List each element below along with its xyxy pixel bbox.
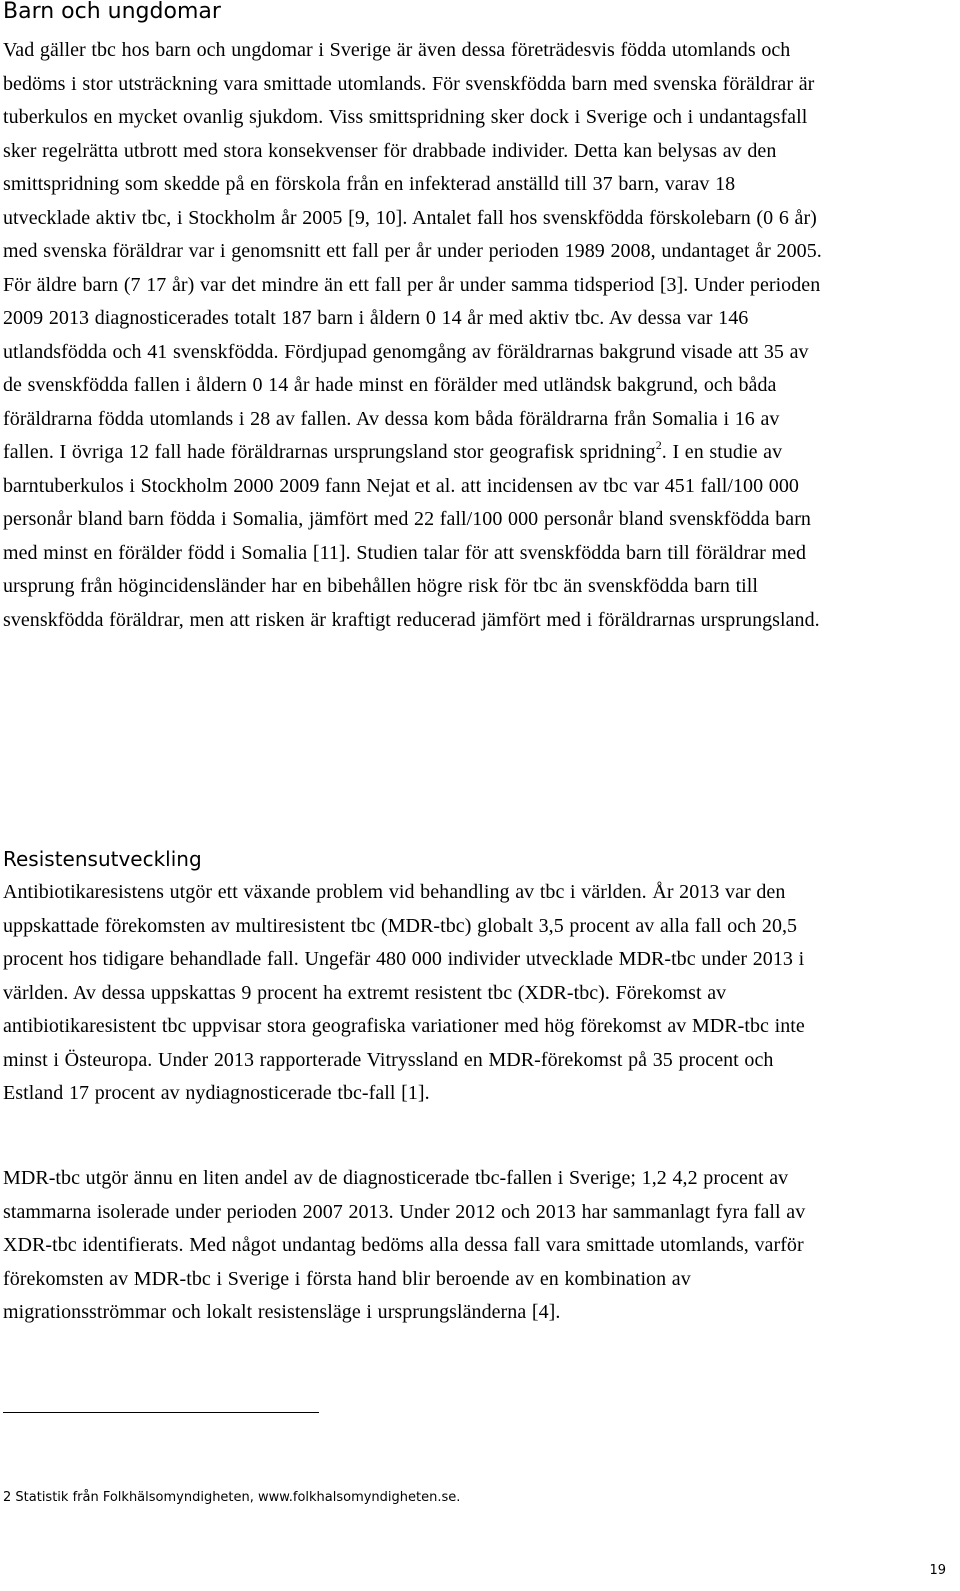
page-number: 19 — [929, 1563, 946, 1578]
footnote-divider — [3, 1412, 319, 1413]
paragraph-barn-och-ungdomar — [3, 34, 823, 637]
section-heading-resistensutveckling: Resistensutveckling — [3, 847, 202, 871]
footnote-reference: 2 — [655, 438, 662, 453]
section-heading-barn-och-ungdomar: Barn och ungdomar — [3, 0, 221, 24]
paragraph-text-part-2: . I en studie av barntuberkulos i Stockholm 2000 2009 fann Nejat et al. att incidensen av tbc var 451 fall/100 000 personår bland barn födda i Somalia, jämfört med 22 fall/100 000 personår bland svenskfödda barn med minst en förälder född i Somalia [11]. Studien talar för att svenskfödda barn till föräldrar med ursprung från högincidensländer har en bibehållen högre risk för tbc än svenskfödda barn till svenskfödda föräldrar, men att risken är kraftigt reducerad jämfört med i föräldrarnas ursprungsland. — [3, 441, 820, 631]
footnote-text: 2 Statistik från Folkhälsomyndigheten, www.folkhalsomyndigheten.se. — [3, 1490, 461, 1505]
paragraph-text-part-1: Vad gäller tbc hos barn och ungdomar i Sverige är även dessa företrädesvis födda utomlands och bedöms i stor utsträckning vara smittade utomlands. För svenskfödda barn med svenska föräldrar är tuberkulos en mycket ovanlig sjukdom. Viss smittspridning sker dock i Sverige och i undantagsfall sker regelrätta utbrott med stora konsekvenser för drabbade individer. Detta kan belysas av den smittspridning som skedde på en förskola från en infekterad anställd till 37 barn, varav 18 utvecklade aktiv tbc, i Stockholm år 2005 [9, 10]. Antalet fall hos svenskfödda förskolebarn (0 6 år) med svenska föräldrar var i genomsnitt ett fall per år under perioden 1989 2008, undantaget år 2005. För äldre barn (7 17 år) var det mindre än ett fall per år under samma tidsperiod [3]. Under perioden 2009 2013 diagnosticerades totalt 187 barn i åldern 0 14 år med aktiv tbc. Av dessa var 146 utlandsfödda och 41 svenskfödda. Fördjupad genomgång av föräldrarnas bakgrund visade att 35 av de svenskfödda fallen i åldern 0 14 år hade minst en förälder med utländsk bakgrund, och båda föräldrarna födda utomlands i 28 av fallen. Av dessa kom båda föräldrarna från Somalia i 16 av fallen. I övriga 12 fall hade föräldrarnas ursprungsland stor geografisk spridning — [3, 39, 822, 463]
paragraph-antibiotikaresistens: Antibiotikaresistens utgör ett växande problem vid behandling av tbc i världen. År 2013 var den uppskattade förekomsten av multiresistent tbc (MDR-tbc) globalt 3,5 procent av alla fall och 20,5 procent hos tidigare behandlade fall. Ungefär 480 000 individer utvecklade MDR-tbc under 2013 i världen. Av dessa uppskattas 9 procent ha extremt resistent tbc (XDR-tbc). Förekomst av antibiotikaresistent tbc uppvisar stora geografiska variationer med hög förekomst av MDR-tbc inte minst i Östeuropa. Under 2013 rapporterade Vitryssland en MDR-förekomst på 35 procent och Estland 17 procent av nydiagnosticerade tbc-fall [1]. — [3, 881, 805, 1104]
paragraph-mdr-tbc-sverige: MDR-tbc utgör ännu en liten andel av de diagnosticerade tbc-fallen i Sverige; 1,2 4,2 procent av stammarna isolerade under perioden 2007 2013. Under 2012 och 2013 har sammanlagt fyra fall av XDR-tbc identifierats. Med något undantag bedöms alla dessa fall vara smittade utomlands, varför förekomsten av MDR-tbc i Sverige i första hand blir beroende av en kombination av migrationsströmmar och lokalt resistensläge i ursprungsländerna [4]. — [3, 1167, 806, 1323]
